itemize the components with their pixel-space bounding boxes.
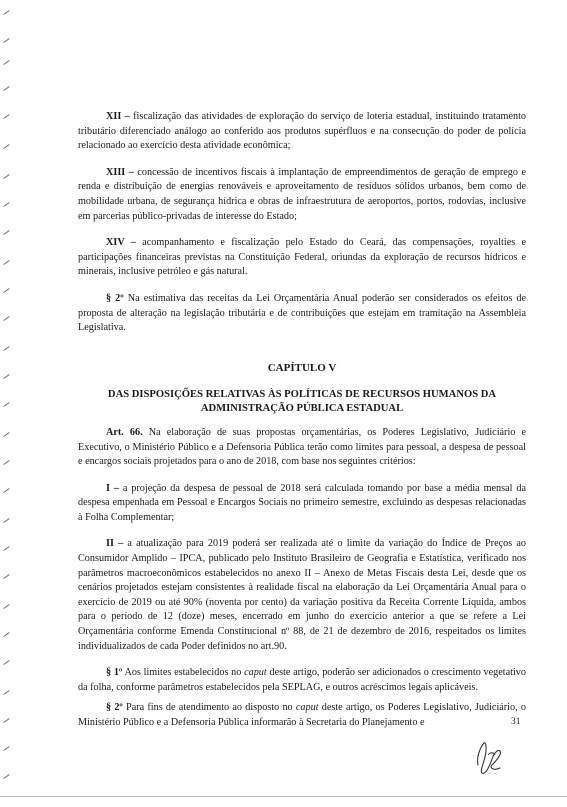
binding-mark [3,718,9,723]
chapter-title: CAPÍTULO V [267,361,337,374]
binding-mark [3,114,9,119]
item-xiii [78,166,526,224]
item-i [78,482,526,526]
binding-holes [0,0,14,807]
item-number: XIII – [106,166,134,178]
binding-mark [3,546,9,551]
binding-mark [3,10,9,15]
page-edge [0,796,567,797]
item-number: I – [106,482,119,494]
item-number: XII – [106,111,130,122]
caput-term: caput [244,667,267,679]
binding-mark [3,660,9,665]
binding-mark [3,690,9,695]
article-66 [78,426,526,470]
paragraph-text: Na estimativa das receitas da Lei Orçamentária Anual poderão ser considerados os efeitos de proposta de alteração na legislação tributária e de contribuições que estejam em tramitação na Assembleia Legislativa. [78,292,526,334]
paragraph-number: § 2º [106,292,124,304]
paragraph-text-post: deste artigo, poderão ser adicionados o crescimento vegetativo da folha, conforme parâmetros estabelecidos pela SEPLAG, e outros acréscimos legais aplicáveis. [78,667,526,693]
item-text: a projeção da despesa de pessoal de 2018 será calculada tomando por base a média mensal da despesa empenhada em Pessoal e Encargos Sociais no primeiro semestre, excluindo as despesas relacionadas à Folha Complementar; [78,482,526,523]
binding-mark [3,460,9,465]
item-ii [78,537,526,654]
binding-mark [3,374,9,379]
paragraph-text-pre: Aos limites estabelecidos no [122,667,245,679]
binding-mark [3,604,9,609]
binding-mark [3,774,9,779]
page-number: 31 [511,717,521,727]
article-number: Art. 66. [106,426,143,438]
paragraph-1 [78,666,526,695]
binding-mark [3,632,9,637]
paragraph-text-post: deste artigo, os Poderes Legislativo, Judiciário, o Ministério Público e a Defensoria Pública informarão à Secretaria do Planejamento e [78,702,526,728]
item-text: acompanhamento e fiscalização pelo Estado do Ceará, das compensações, royalties e participações financeiras previstas na Constituição Federal, oriundas da exploração de recursos hídricos e minerais, inclusive petróleo e gás natural. [78,237,527,278]
item-xiv [78,236,526,280]
paragraph-text-pre: Para fins de atendimento ao disposto no [122,702,296,714]
item-xii [78,110,526,154]
binding-mark [3,144,9,149]
paragraph-number: § 1º [106,667,123,679]
binding-mark [3,488,9,493]
stamp-dots: · · · [482,770,498,778]
binding-mark [3,346,9,351]
item-text: a atualização para 2019 poderá ser realizada até o limite da variação do Índice de Preços ao Consumidor Amplido – IPCA, publicado pelo Instituto Brasileiro de Geografia e Estatística, verificado nos parâmetros macroeconômicos estabelecidos no anexo II – Anexo de Metas Fiscais desta Lei, desde que os cenários projetados estejam consistentes à realidade fiscal na elaboração da Lei Orçamentária Anual para o exercício de 2019 ou até 90% (noventa por cento) da variação positiva da Receita Corrente Líquida, ambos para o período de 12 (doze) meses, encerrado em junho do exercício anterior a que se refere a Lei Orçamentária conforme Emenda Constitucional nº 88, de 21 de dezembro de 2016, respeitados os limites individualizados de cada Poder definidos no art.90. [78,538,526,652]
binding-mark [3,288,9,293]
item-number: XIV – [106,237,136,249]
binding-mark [3,518,9,523]
binding-mark [3,174,9,179]
binding-mark [3,202,9,207]
binding-mark [3,574,9,579]
binding-mark [3,432,9,437]
binding-mark [3,230,9,235]
chapter-subtitle [78,388,526,417]
item-text: fiscalização das atividades de exploração do serviço de loteria estadual, instituindo tratamento tributário diferenciado análogo ao conferido aos produtos supérfluos e na consecução do poder de polícia relacionado ao exercício desta atividade econômica; [78,111,526,152]
binding-mark [3,402,9,407]
chapter-subtitle-line: DAS DISPOSIÇÕES RELATIVAS ÀS POLÍTICAS DE RECURSOS HUMANOS DA [107,388,497,400]
paragraph-2 [78,701,526,730]
document-page [78,110,526,731]
chapter-subtitle-line: ADMINISTRAÇÃO PÚBLICA ESTADUAL [200,403,404,415]
binding-mark [3,38,9,43]
paragraph-number: § 2º [106,702,123,714]
caput-term: caput [295,702,319,714]
article-text: Na elaboração de suas propostas orçamentárias, os Poderes Legislativo, Judiciário e Executivo, o Ministério Público e a Defensoria Pública terão como limites para pessoal, a despesa de pessoal e encargos sociais projetados para o ano de 2018, com base nos seguintes critérios: [78,426,526,468]
binding-mark [3,316,9,321]
item-number: II – [106,538,124,550]
item-text: concessão de incentivos fiscais à implantação de empreendimentos de geração de emprego e renda e distribuição de energias renováveis e aproveitamento de resíduos sólidos urbanos, bem como de mobilidade urbana, de segurança hídrica e obras de infraestrutura de aeroportos, portos, rodovias, inclusive em parcerias público-privadas de interesse do Estado; [78,166,526,222]
paragraph-2-previous [78,292,526,336]
binding-mark [3,260,9,265]
binding-mark [3,86,9,91]
binding-mark [3,60,9,65]
binding-mark [3,746,9,751]
